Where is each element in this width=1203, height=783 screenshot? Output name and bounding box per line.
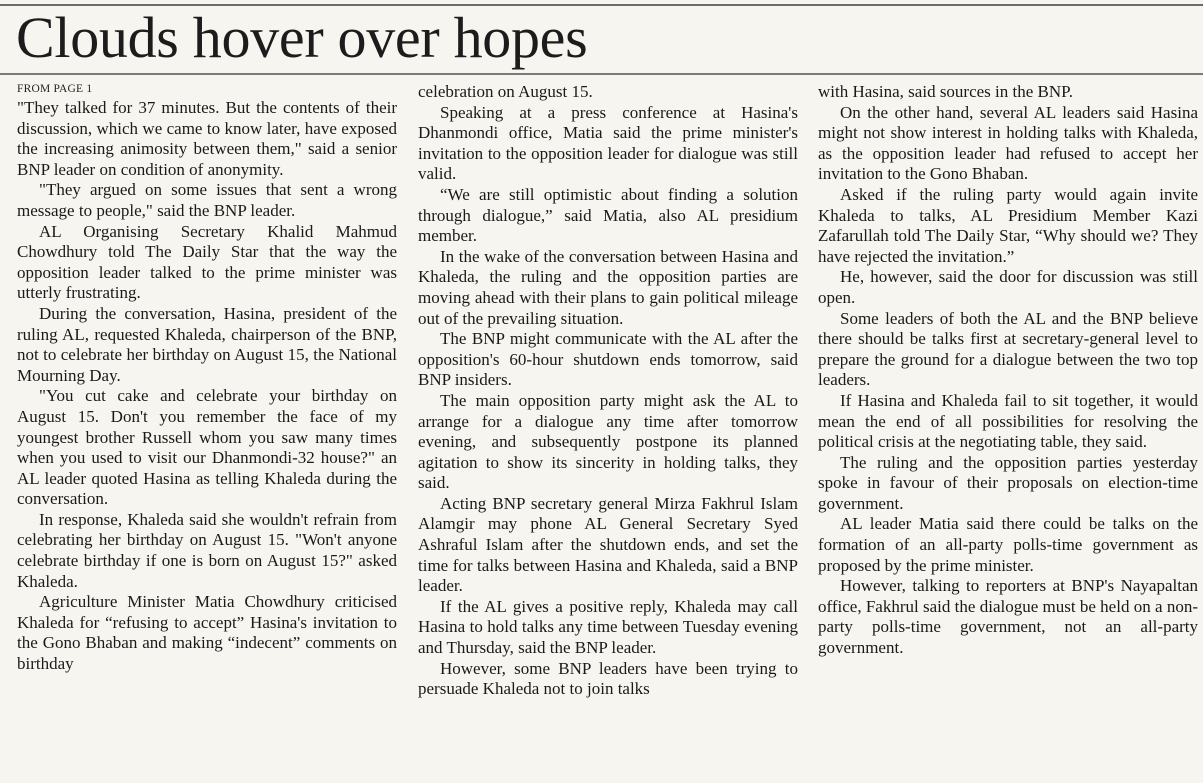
paragraph: Some leaders of both the AL and the BNP believe there should be talks first at secretary-general level to prepare the ground for a dialogue between the two top leaders. [818, 308, 1198, 390]
paragraph: During the conversation, Hasina, president of the ruling AL, requested Khaleda, chairperson of the BNP, not to celebrate her birthday on August 15, the National Mourning Day. [17, 303, 397, 385]
article-column-1 [17, 82, 397, 783]
article-column-3 [818, 82, 1198, 783]
paragraph: "They argued on some issues that sent a wrong message to people," said the BNP leader. [17, 180, 397, 220]
paragraph-continued: with Hasina, said sources in the BNP. [818, 82, 1073, 101]
paragraph-continued: celebration on August 15. [418, 82, 593, 101]
article-column-2 [418, 82, 798, 783]
paragraph: In the wake of the conversation between Hasina and Khaleda, the ruling and the opposition parties are moving ahead with their plans to gain political mileage out of the prevailing situation. [418, 246, 798, 328]
paragraph: On the other hand, several AL leaders said Hasina might not show interest in holding talks with Khaleda, as the opposition leader had refused to accept her invitation to the Gono Bhaban. [818, 102, 1198, 184]
paragraph: The ruling and the opposition parties yesterday spoke in favour of their proposals on election-time government. [818, 452, 1198, 513]
paragraph: “We are still optimistic about finding a solution through dialogue,” said Matia, also AL presidium member. [418, 184, 798, 246]
paragraph: If Hasina and Khaleda fail to sit together, it would mean the end of all possibilities for resolving the political crisis at the negotiating table, they said. [818, 390, 1198, 452]
paragraph: The main opposition party might ask the AL to arrange for a dialogue any time after tomorrow evening, and subsequently postpone its planned agitation to show its sincerity in holding talks, they said. [418, 390, 798, 493]
paragraph: AL Organising Secretary Khalid Mahmud Chowdhury told The Daily Star that the way the opposition leader talked to the prime minister was utterly frustrating. [17, 221, 397, 303]
paragraph: The BNP might communicate with the AL after the opposition's 60-hour shutdown ends tomorrow, said BNP insiders. [418, 329, 798, 390]
paragraph: Acting BNP secretary general Mirza Fakhrul Islam Alamgir may phone AL General Secretary Syed Ashraful Islam after the shutdown ends, and set the time for talks between Hasina and Khaleda, said a BNP leader. [418, 493, 798, 596]
headline-rule [0, 73, 1203, 75]
paragraph: AL leader Matia said there could be talks on the formation of an all-party polls-time government as proposed by the prime minister. [818, 514, 1198, 575]
paragraph: If the AL gives a positive reply, Khaleda may call Hasina to hold talks any time between Tuesday evening and Thursday, said the BNP leader. [418, 596, 798, 658]
paragraph: However, some BNP leaders have been trying to persuade Khaleda not to join talks [418, 658, 798, 699]
paragraph: He, however, said the door for discussion was still open. [818, 267, 1198, 307]
paragraph: Asked if the ruling party would again invite Khaleda to talks, AL Presidium Member Kazi Zafarullah told The Daily Star, “Why should we? They have rejected the invitation.” [818, 184, 1198, 266]
paragraph: "You cut cake and celebrate your birthday on August 15. Don't you remember the face of my youngest brother Russell whom you saw many times when you used to visit our Dhanmondi-32 house?" an AL leader quoted Hasina as telling Khaleda during the conversation. [17, 386, 397, 509]
paragraph: Agriculture Minister Matia Chowdhury criticised Khaleda for “refusing to accept” Hasina's invitation to the Gono Bhaban and making “indecent” comments on birthday [17, 592, 397, 674]
jump-kicker: FROM PAGE 1 [17, 83, 93, 95]
headline: Clouds hover over hopes [16, 5, 588, 70]
paragraph: However, talking to reporters at BNP's Nayapaltan office, Fakhrul said the dialogue must be held on a non-party polls-time government, not an all-party government. [818, 576, 1198, 658]
paragraph: In response, Khaleda said she wouldn't refrain from celebrating her birthday on August 15. "Won't anyone celebrate birthday if one is born on August 15?" asked Khaleda. [17, 509, 397, 591]
paragraph: Speaking at a press conference at Hasina's Dhanmondi office, Matia said the prime minister's invitation to the opposition leader for dialogue was still valid. [418, 102, 798, 184]
paragraph: "They talked for 37 minutes. But the contents of their discussion, which we came to know later, have exposed the increasing animosity between them," said a senior BNP leader on condition of anonymity. [17, 98, 397, 179]
